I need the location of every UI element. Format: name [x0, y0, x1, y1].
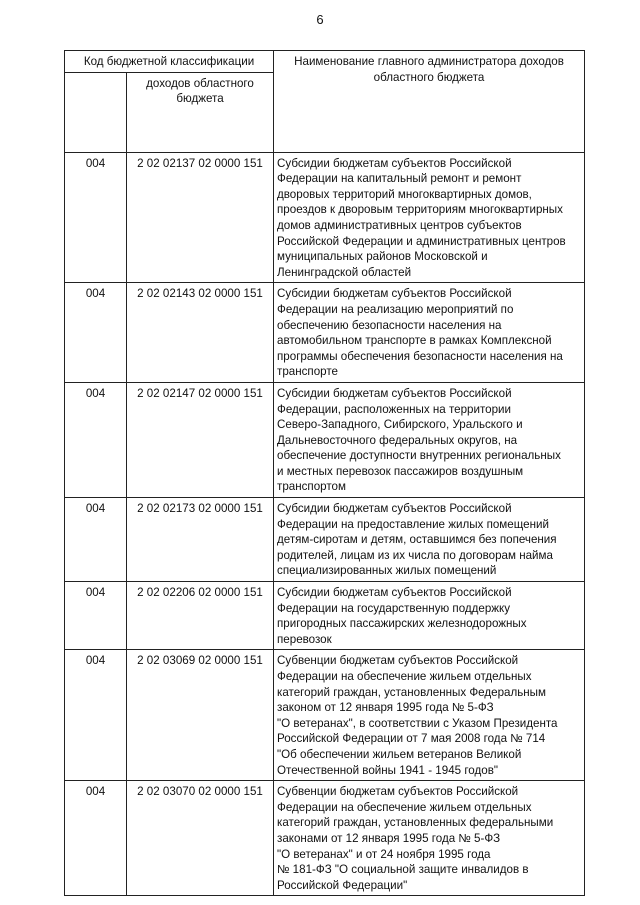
admin-code-cell: 004	[65, 582, 127, 650]
revenue-code-header: доходов областного бюджета	[127, 72, 274, 152]
admin-code-cell: 004	[65, 382, 127, 497]
table-row	[65, 382, 585, 497]
administrator-name-header: Наименование главного администратора доходов областного бюджета	[274, 51, 585, 153]
budget-classification-table	[64, 50, 585, 896]
table-row	[65, 152, 585, 283]
admin-code-cell: 004	[65, 152, 127, 283]
admin-code-header	[65, 72, 127, 152]
table-row	[65, 582, 585, 650]
table-body	[65, 152, 585, 896]
revenue-code-cell: 2 02 02137 02 0000 151	[127, 152, 274, 283]
revenue-code-cell: 2 02 02147 02 0000 151	[127, 382, 274, 497]
revenue-code-cell: 2 02 03069 02 0000 151	[127, 650, 274, 781]
description-cell: Субсидии бюджетам субъектов Российской Федерации на предоставление жилых помещений детям-сиротам и детям, оставшимся без попечения родителей, лицам из их числа по договорам найма специализированных жилых помещений	[274, 498, 585, 582]
table-row	[65, 498, 585, 582]
classification-code-header: Код бюджетной классификации	[65, 51, 274, 73]
description-cell: Субвенции бюджетам субъектов Российской Федерации на обеспечение жильем отдельных категорий граждан, установленных федеральными законами от 12 января 1995 года № 5-ФЗ "О ветеранах" и от 24 ноября 1995 года № 181-ФЗ "О социальной защите инвалидов в Российской Федерации"	[274, 781, 585, 896]
page-number: 6	[316, 12, 324, 27]
table-row	[65, 283, 585, 383]
description-cell: Субвенции бюджетам субъектов Российской Федерации на обеспечение жильем отдельных категорий граждан, установленных Федеральным законом от 12 января 1995 года № 5-ФЗ "О ветеранах", в соответствии с Указом Президента Российской Федерации от 7 мая 2008 года № 714 "Об обеспечении жильем ветеранов Великой Отечественной войны 1941 - 1945 годов"	[274, 650, 585, 781]
admin-code-cell: 004	[65, 781, 127, 896]
table-row	[65, 781, 585, 896]
description-cell: Субсидии бюджетам субъектов Российской Федерации на реализацию мероприятий по обеспечению безопасности населения на автомобильном транспорте в рамках Комплексной программы обеспечения безопасности населения на транспорте	[274, 283, 585, 383]
admin-code-cell: 004	[65, 650, 127, 781]
table-row	[65, 650, 585, 781]
admin-code-cell: 004	[65, 498, 127, 582]
description-cell: Субсидии бюджетам субъектов Российской Федерации, расположенных на территории Северо-Западного, Сибирского, Уральского и Дальневосточного федеральных округов, на обеспечение доступности внутренних региональных и местных перевозок пассажиров воздушным транспортом	[274, 382, 585, 497]
revenue-code-cell: 2 02 02206 02 0000 151	[127, 582, 274, 650]
description-cell: Субсидии бюджетам субъектов Российской Федерации на капитальный ремонт и ремонт дворовых территорий многоквартирных домов, проездов к дворовым территориям многоквартирных домов административных центров субъектов Российской Федерации и административных центров муниципальных районов Московской и Ленинградской областей	[274, 152, 585, 283]
revenue-code-cell: 2 02 03070 02 0000 151	[127, 781, 274, 896]
admin-code-cell: 004	[65, 283, 127, 383]
revenue-code-cell: 2 02 02143 02 0000 151	[127, 283, 274, 383]
table-header-row	[65, 51, 585, 73]
description-cell: Субсидии бюджетам субъектов Российской Федерации на государственную поддержку пригородных пассажирских железнодорожных перевозок	[274, 582, 585, 650]
revenue-code-cell: 2 02 02173 02 0000 151	[127, 498, 274, 582]
